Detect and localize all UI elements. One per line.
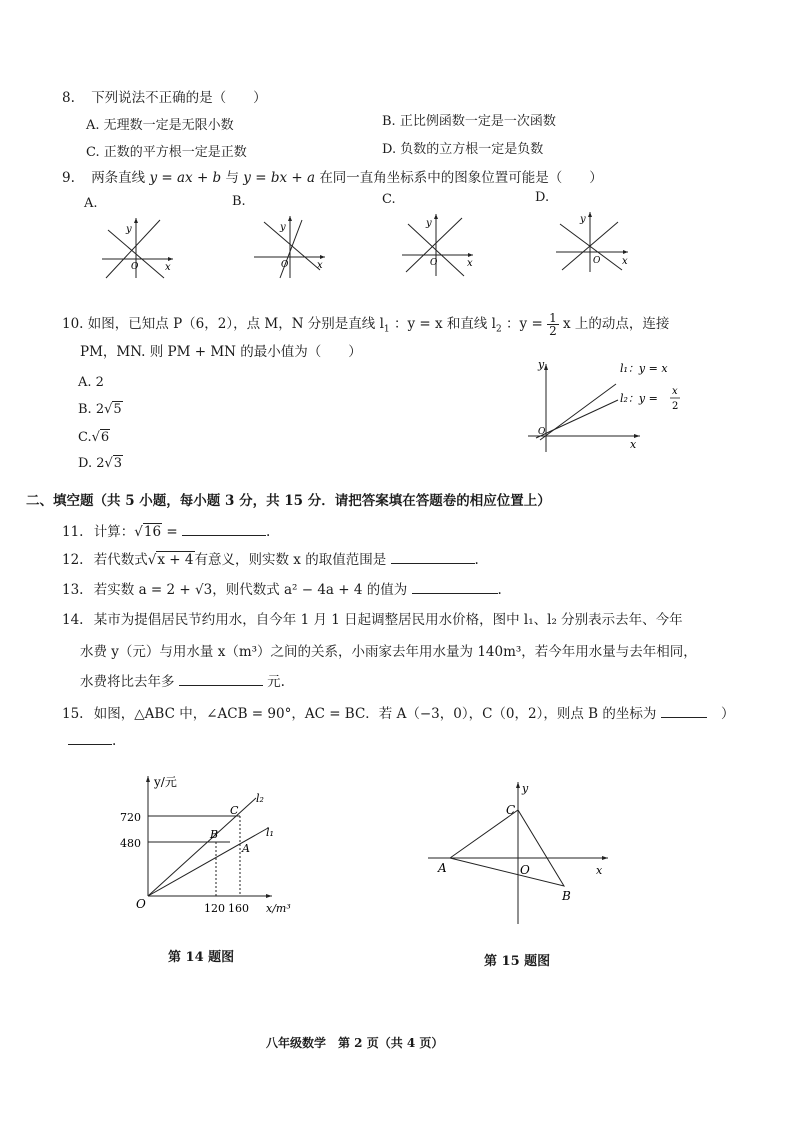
fig15-point-a: A (438, 861, 447, 875)
q10-option-d: D. 2√3 (78, 456, 123, 471)
q12-line: 12. 若代数式√x + 4有意义，则实数 x 的取值范围是 . (62, 548, 479, 568)
q10-text-a: 如图，已知点 P（6，2），点 M，N 分别是直线 l (87, 316, 384, 332)
q9-mid: 与 (225, 170, 239, 186)
q11-number: 11. (62, 524, 84, 540)
q10-fraction (547, 312, 559, 337)
q10-fig-x-label: x (630, 438, 637, 451)
q9-a-y-label: y (126, 224, 132, 235)
q9-c-origin: O (430, 258, 438, 268)
q8-option-c: C. 正数的平方根一定是正数 (86, 145, 247, 160)
q8-option-d: D. 负数的立方根一定是负数 (382, 142, 544, 157)
q12-rad: x + 4 (157, 552, 194, 568)
q10-option-c-label: C. (78, 430, 92, 445)
fig14-y-label: y/元 (154, 775, 177, 789)
fig14-xtick-120: 120 (204, 902, 225, 915)
q15-answer-blank-cont[interactable] (68, 730, 112, 745)
q10-text-b: ：y = x 和直线 l (393, 316, 496, 332)
q11-answer-blank[interactable] (182, 521, 266, 536)
fig14-ytick-480: 480 (120, 837, 141, 850)
q14-text-line2: 水费 y（元）与用水量 x（m³）之间的关系，小雨家去年用水量为 140m³，若今年用水量与去年相同， (80, 644, 697, 660)
q9-label-d: D. (535, 190, 550, 205)
q9-label-a: A. (84, 196, 98, 211)
fig15-x-label: x (596, 864, 603, 877)
q9-d-y-label: y (580, 214, 586, 225)
q9-stem-post: 在同一直角坐标系中的图象位置可能是（ ） (319, 170, 603, 186)
q9-stem-pre: 两条直线 (91, 170, 146, 186)
q13-end: . (497, 582, 502, 598)
q10-option-c-rad: 6 (100, 430, 110, 445)
q8-option-b: B. 正比例函数一定是一次函数 (382, 114, 556, 129)
q10-frac-num: 1 (549, 311, 557, 325)
fig14-point-a: A (242, 842, 250, 855)
q10-text-d: x 上的动点，连接 (563, 316, 670, 332)
q9-graph-a (98, 212, 183, 282)
fig15-origin: O (520, 863, 530, 877)
q10-fig-l2-den: 2 (672, 401, 679, 412)
q10-option-a: A. 2 (78, 375, 104, 390)
q9-d-origin: O (593, 256, 601, 266)
q15-line1 (62, 702, 734, 722)
fig14-line-l2: l₂ (256, 792, 264, 805)
q13-line (62, 578, 502, 598)
q11-line: 11. 计算：√16 = . (62, 520, 270, 540)
q12-end: . (474, 552, 479, 568)
q9-label-b: B. (232, 194, 246, 209)
q14-text-line3-post: 元. (267, 674, 285, 690)
q12-answer-blank[interactable] (391, 549, 475, 564)
fig15-y-label: y (522, 782, 529, 795)
q9-b-y-label: y (280, 222, 286, 233)
q15-tail: ） (720, 706, 735, 722)
q8-stem-line (62, 86, 267, 106)
q12-pre: 若代数式 (93, 552, 148, 568)
q11-post: = (162, 524, 178, 540)
fig14-xtick-160: 160 (228, 902, 249, 915)
q10-fig-l1-label: l₁：y = x (620, 362, 668, 375)
q10-fig-origin: O (538, 427, 546, 437)
q10-option-c: C.√6 (78, 430, 110, 445)
q9-eq1: y = ax + b (149, 170, 222, 186)
q10-option-b: B. 2√5 (78, 402, 122, 417)
q14-answer-blank[interactable] (179, 671, 263, 686)
fig14-caption: 第 14 题图 (168, 950, 235, 965)
q10-fig-l2-label: l₂：y = (620, 392, 658, 405)
q10-option-b-coef: B. 2 (78, 402, 105, 417)
q9-graph-c (398, 210, 483, 280)
q8-option-a: A. 无理数一定是无限小数 (86, 118, 234, 133)
q13-number: 13. (62, 582, 84, 598)
q9-label-c: C. (382, 192, 396, 207)
q9-c-x-label: x (467, 258, 473, 269)
q15-end: . (112, 733, 117, 749)
q13-text: 若实数 a = 2 + √3，则代数式 a² − 4a + 4 的值为 (93, 582, 408, 598)
q9-a-x-label: x (165, 262, 171, 273)
q10-fig-l2-num: x (672, 386, 678, 397)
fig15-graph (424, 776, 624, 926)
q10-figure (520, 356, 700, 456)
q9-b-x-label: x (317, 260, 323, 271)
fig14-x-label: x/m³ (266, 902, 291, 915)
fig14-point-c: C (230, 804, 239, 817)
q10-frac-den: 2 (549, 324, 557, 338)
q9-graph-d (552, 206, 637, 276)
fig14-graph (110, 766, 310, 918)
fig14-point-b: B (210, 828, 219, 841)
q14-line1 (62, 608, 683, 628)
q14-number: 14. (62, 612, 84, 628)
q9-number: 9. (62, 170, 75, 186)
q12-post: 有意义，则实数 x 的取值范围是 (194, 552, 387, 568)
page-footer: 八年级数学 第 2 页（共 4 页） (266, 1036, 444, 1050)
q8-number: 8. (62, 90, 75, 106)
q10-fig-y-label: y (538, 358, 545, 371)
q15-number: 15. (62, 706, 84, 722)
fig14-line-l1: l₁ (266, 826, 274, 839)
q10-text-c: ：y = (506, 316, 543, 332)
q14-text-line3-pre: 水费将比去年多 (80, 674, 175, 690)
fig15-point-c: C (506, 803, 516, 817)
q10-option-b-rad: 5 (113, 402, 122, 417)
q8-stem: 下列说法不正确的是（ ） (91, 90, 267, 106)
q9-c-y-label: y (426, 218, 432, 229)
q9-d-x-label: x (622, 256, 628, 267)
section2-title: 二、填空题（共 5 小题，每小题 3 分，共 15 分．请把答案填在答题卷的相应位置上） (26, 493, 551, 509)
q13-answer-blank[interactable] (412, 579, 498, 594)
q12-number: 12. (62, 552, 84, 568)
q11-rad: 16 (143, 524, 162, 540)
q15-line2 (68, 730, 116, 749)
q10-number: 10. (62, 316, 84, 332)
fig15-point-b: B (562, 889, 571, 903)
fig14-origin: O (136, 897, 146, 911)
q9-a-origin: O (131, 262, 139, 272)
q9-graph-b (250, 212, 335, 282)
q11-end: . (265, 524, 271, 540)
q10-stem-line2: PM，MN. 则 PM + MN 的最小值为（ ） (80, 344, 362, 360)
q11-pre: 计算： (93, 524, 135, 540)
q15-answer-blank[interactable] (661, 703, 707, 718)
q14-line3 (80, 670, 285, 690)
q9-stem-line (62, 166, 603, 186)
q10-stem-line1: 10. 如图，已知点 P（6，2），点 M，N 分别是直线 $l_1$ ：y = x 和直线 $l_2$ ：y = $\frac{1}{2}$ x 上的动点，连接 (62, 311, 670, 338)
q15-text: 如图，△ABC 中，∠ACB = 90°，AC = BC．若 A（−3，0），C（0，2），则点 B 的坐标为 (93, 706, 657, 722)
q14-text-line1: 某市为提倡居民节约用水，自今年 1 月 1 日起调整居民用水价格，图中 l₁、l₂ 分别表示去年、今年 (93, 612, 683, 628)
q10-option-d-rad: 3 (113, 456, 123, 471)
fig14-ytick-720: 720 (120, 811, 141, 824)
q9-b-origin: O (281, 260, 289, 270)
fig15-caption: 第 15 题图 (484, 954, 551, 969)
q10-option-d-coef: D. 2 (78, 456, 105, 471)
q9-eq2: y = bx + a (243, 170, 316, 186)
